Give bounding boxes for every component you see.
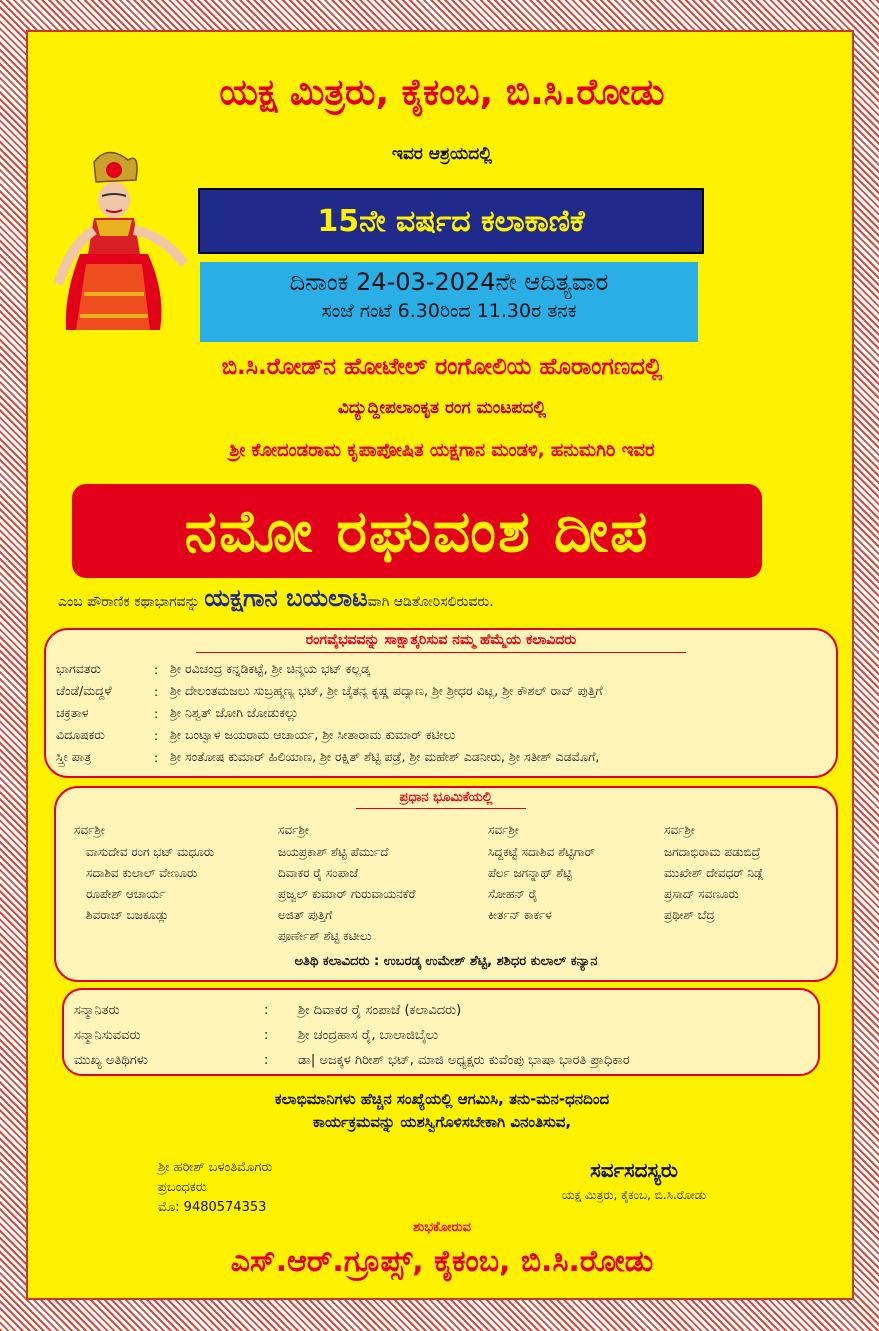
crew-role: ಸ್ತ್ರೀ ಪಾತ್ರ — [56, 749, 92, 764]
honours-label: ಸನ್ಮಾನಿಸುವವರು — [74, 1028, 141, 1043]
honours-separator: : — [264, 1003, 269, 1018]
crew-row — [56, 658, 832, 680]
crew-row — [56, 680, 832, 702]
crew-role: ವಿದೂಷಕರು — [56, 727, 105, 742]
cast-name: ದಿವಾಕರ ರೈ ಸಂಪಾಜೆ — [278, 866, 359, 880]
cast-caption: ಸರ್ವಶ್ರೀ — [74, 823, 105, 837]
honours-value: ಡಾ| ಅಜಕ್ಕಳ ಗಿರೀಶ್ ಭಟ್, ಮಾಜಿ ಅಧ್ಯಕ್ಷರು ಕುವೆಂಪು ಭಾಷಾ ಭಾರತಿ ಪ್ರಾಧಿಕಾರ — [298, 1053, 630, 1068]
honours-row — [74, 1023, 630, 1048]
anniversary-banner: 15ನೇ ವರ್ಷದ ಕಲಾಕಾಣಿಕೆ — [198, 188, 704, 254]
members-block — [524, 1158, 744, 1203]
play-title: ನಮೋ ರಘುವಂಶ ದೀಪ — [72, 484, 762, 578]
manager-role: ಪ್ರಬಂಧಕರು — [158, 1180, 207, 1195]
time-line: ಸಂಜೆ ಗಂಟೆ 6.30ರಿಂದ 11.30ರ ತನಕ — [321, 300, 577, 322]
organizer-title: ಯಕ್ಷ ಮಿತ್ರರು, ಕೈಕಂಬ, ಬಿ.ಸಿ.ರೋಡು — [219, 72, 665, 113]
cast-caption: ಸರ್ವಶ್ರೀ — [488, 823, 519, 837]
crew-names: ಶ್ರೀ ನಿಶ್ವತ್ ಜೋಗಿ ಜೋಡುಕಲ್ಲು — [170, 705, 299, 720]
crew-row — [56, 724, 832, 746]
guest-artists: ಅತಿಥಿ ಕಲಾವಿದರು : ಉಬರಡ್ಕ ಉಮೇಶ್ ಶೆಟ್ಟಿ, ಶಶಿಧರ ಕುಲಾಲ್ ಕನ್ಯಾನ — [294, 954, 598, 969]
cast-caption: ಸರ್ವಶ್ರೀ — [278, 823, 309, 837]
crew-list — [56, 658, 832, 768]
honours-value: ಶ್ರೀ ಚಂದ್ರಹಾಸ ರೈ, ಬಾಲಾಜಿಬೈಲು — [298, 1028, 439, 1043]
intro-line — [58, 584, 828, 612]
cast-name: ಶಿವರಾಜ್ ಬಜಕೂಡ್ಲು — [86, 908, 169, 922]
cast-panel — [54, 786, 838, 982]
crew-separator: : — [154, 705, 159, 721]
sponsor-line: ಎಸ್.ಆರ್.ಗ್ರೂಪ್ಸ್, ಕೈಕಂಬ, ಬಿ.ಸಿ.ರೋಡು — [230, 1244, 654, 1279]
cast-name: ಪ್ರಸಾದ್ ಸವಣೂರು — [664, 887, 739, 901]
manager-block — [158, 1158, 272, 1218]
manager-name: ಶ್ರೀ ಹರೀಶ್ ಬಳಂತಿಮೊಗರು — [158, 1160, 273, 1175]
honours-label: ಸನ್ಮಾನಿತರು — [74, 1003, 120, 1018]
cast-column — [488, 820, 595, 926]
crew-separator: : — [154, 683, 159, 699]
cast-name: ಅಜಿತ್ ಪುತ್ತಿಗೆ — [278, 908, 333, 922]
honours-separator: : — [264, 1028, 269, 1043]
crew-separator: : — [154, 749, 159, 765]
cast-name: ಕೀರ್ತನ್ ಕಾರ್ಕಳ — [488, 908, 552, 922]
honours-separator: : — [264, 1053, 269, 1068]
crew-heading: ರಂಗವೈಭವವನ್ನು ಸಾಕ್ಷಾತ್ಕರಿಸುವ ನಮ್ಮ ಹೆಮ್ಮೆಯ ಕಲಾವಿದರು — [305, 632, 577, 648]
cast-heading-underline — [356, 808, 526, 809]
venue-line: ಬಿ.ಸಿ.ರೋಡ್‌ನ ಹೋಟೇಲ್ ರಂಗೋಲಿಯ ಹೊರಾಂಗಣದಲ್ಲಿ — [221, 354, 663, 380]
poster — [26, 30, 854, 1300]
crew-panel — [44, 628, 838, 778]
honours-row — [74, 1048, 630, 1073]
date-box — [200, 262, 698, 342]
crew-names: ಶ್ರೀ ಬಂಟ್ವಾಳ ಜಯರಾಮ ಆಚಾರ್ಯ, ಶ್ರೀ ಸೀತಾರಾಮ ಕುಮಾರ್ ಕಟೀಲು — [170, 727, 456, 742]
cast-name: ವಾಸುದೇವ ರಂಗ ಭಟ್ ಮಧೂರು — [86, 845, 215, 859]
crew-role: ಭಾಗವತರು — [56, 661, 101, 676]
cast-name: ಪೂರ್ಣೇಶ್ ಶೆಟ್ಟಿ ಕಟೀಲು — [278, 929, 372, 943]
cast-name: ಪ್ರಥೀಶ್ ಬೆದ್ರ — [664, 908, 715, 922]
cast-name: ಜಯಪ್ರಕಾಶ್ ಶೆಟ್ಟಿ ಪೆರ್ಮುದೆ — [278, 845, 389, 859]
crew-separator: : — [154, 727, 159, 743]
troupe-line: ಶ್ರೀ ಕೋದಂಡರಾಮ ಕೃಪಾಪೋಷಿತ ಯಕ್ಷಗಾನ ಮಂಡಳಿ, ಹನುಮಗಿರಿ ಇವರ — [229, 440, 655, 461]
intro-post: ವಾಗಿ ಆಡಿತೋರಿಸಲಿರುವರು. — [367, 594, 494, 610]
crew-names: ಶ್ರೀ ಸಂತೋಷ ಕುಮಾರ್ ಹಿಲಿಯಾಣ, ಶ್ರೀ ರಕ್ಷಿತ್ ಶೆಟ್ಟಿ ಪಡ್ರೆ, ಶ್ರೀ ಮಹೇಶ್ ಎಡನೀರು, ಶ್ರೀ ಸತೀಶ್ ಎಡಮೊಗೆ, — [170, 749, 600, 764]
intro-highlight: ಯಕ್ಷಗಾನ ಬಯಲಾಟ — [204, 584, 368, 612]
crew-role: ಚಕ್ರತಾಳ — [56, 705, 89, 720]
crew-row — [56, 746, 832, 768]
cast-caption: ಸರ್ವಶ್ರೀ — [664, 823, 695, 837]
cast-name: ಜಗದಾಭಿರಾಮ ಪಡುಬಿದ್ರೆ — [664, 845, 761, 859]
cast-name: ಮುಖೇಶ್ ದೇವಧರ್ ನಿಡ್ಲೆ — [664, 866, 764, 880]
cast-name: ಪ್ರಜ್ವಲ್ ಕುಮಾರ್ ಗುರುವಾಯನಕೆರೆ — [278, 887, 416, 901]
crew-names: ಶ್ರೀ ರವಿಚಂದ್ರ ಕನ್ನಡಿಕಟ್ಟೆ, ಶ್ರೀ ಚಿನ್ಮಯ ಭಟ್ ಕಲ್ಲಡ್ಕ — [170, 661, 371, 676]
cast-column — [74, 820, 214, 926]
honours-value: ಶ್ರೀ ದಿವಾಕರ ರೈ ಸಂಪಾಜೆ (ಕಲಾವಿದರು) — [298, 1003, 462, 1018]
crew-heading-underline — [196, 652, 686, 653]
crew-names: ಶ್ರೀ ದೇಲಂತಮಜಲು ಸುಬ್ರಹ್ಮಣ್ಯ ಭಟ್, ಶ್ರೀ ಚೈತನ್ಯ ಕೃಷ್ಣ ಪದ್ಯಾಣ, ಶ್ರೀ ಶ್ರೀಧರ ವಿಟ್ಲ, ಶ್ರೀ ಕೌಶಲ್ ರಾವ್ ಪುತ್ತಿಗೆ — [170, 683, 603, 698]
members-subtitle: ಯಕ್ಷ ಮಿತ್ರರು, ಕೈಕಂಬ, ಬಿ.ಸಿ.ರೋಡು — [561, 1188, 707, 1202]
cast-name: ಸದಾಶಿವ ಕುಲಾಲ್ ವೇಣೂರು — [86, 866, 198, 880]
manager-phone: ಮೊ: 9480574353 — [158, 1200, 267, 1215]
cast-name: ರೂಪೇಶ್ ಆಚಾರ್ಯ — [86, 887, 166, 901]
auspices-line: ಇವರ ಆಶ್ರಯದಲ್ಲಿ — [391, 144, 493, 164]
date-line: ದಿನಾಂಕ 24-03-2024ನೇ ಆದಿತ್ಯವಾರ — [289, 268, 609, 296]
invitation-line: ಕಾರ್ಯಕ್ರಮವನ್ನು ಯಶಸ್ವಿಗೊಳಿಸಬೇಕಾಗಿ ವಿನಂತಿಸುವ, — [312, 1113, 572, 1131]
intro-pre: ಎಂಬ ಪೌರಾಣಿಕ ಕಥಾಭಾಗವನ್ನು — [58, 594, 200, 610]
crew-separator: : — [154, 661, 159, 677]
cast-name: ಸಿದ್ದಕಟ್ಟೆ ಸದಾಶಿವ ಶೆಟ್ಟಿಗಾರ್ — [488, 845, 595, 859]
honours-label: ಮುಖ್ಯ ಅತಿಥಿಗಳು — [74, 1053, 148, 1068]
cast-name: ಸೋಹನ್ ರೈ — [488, 887, 538, 901]
stage-line: ವಿದ್ಯುದ್ದೀಪಲಾಂಕೃತ ರಂಗ ಮಂಟಪದಲ್ಲಿ — [337, 398, 547, 418]
cast-heading: ಪ್ರಧಾನ ಭೂಮಿಕೆಯಲ್ಲಿ — [399, 790, 493, 805]
invitation-line: ಕಲಾಭಿಮಾನಿಗಳು ಹೆಚ್ಚಿನ ಸಂಖ್ಯೆಯಲ್ಲಿ ಆಗಮಿಸಿ, ತನು-ಮನ-ಧನದಿಂದ — [274, 1090, 610, 1108]
crew-role: ಚೆಂಡೆ/ಮದ್ದಳೆ — [56, 683, 112, 698]
dancer-illustration — [36, 144, 196, 334]
cast-column — [664, 820, 764, 926]
members-title: ಸರ್ವಸದಸ್ಯರು — [590, 1158, 678, 1182]
crew-row — [56, 702, 832, 724]
honours-list — [74, 998, 630, 1073]
wishes-line: ಶುಭಕೋರುವ — [413, 1220, 471, 1235]
cast-column — [278, 820, 415, 947]
cast-name: ಪೆರ್ಲ ಜಗನ್ನಾಥ್ ಶೆಟ್ಟಿ — [488, 866, 572, 880]
honours-panel — [62, 988, 820, 1076]
invitation-text — [28, 1088, 856, 1134]
honours-row — [74, 998, 630, 1023]
